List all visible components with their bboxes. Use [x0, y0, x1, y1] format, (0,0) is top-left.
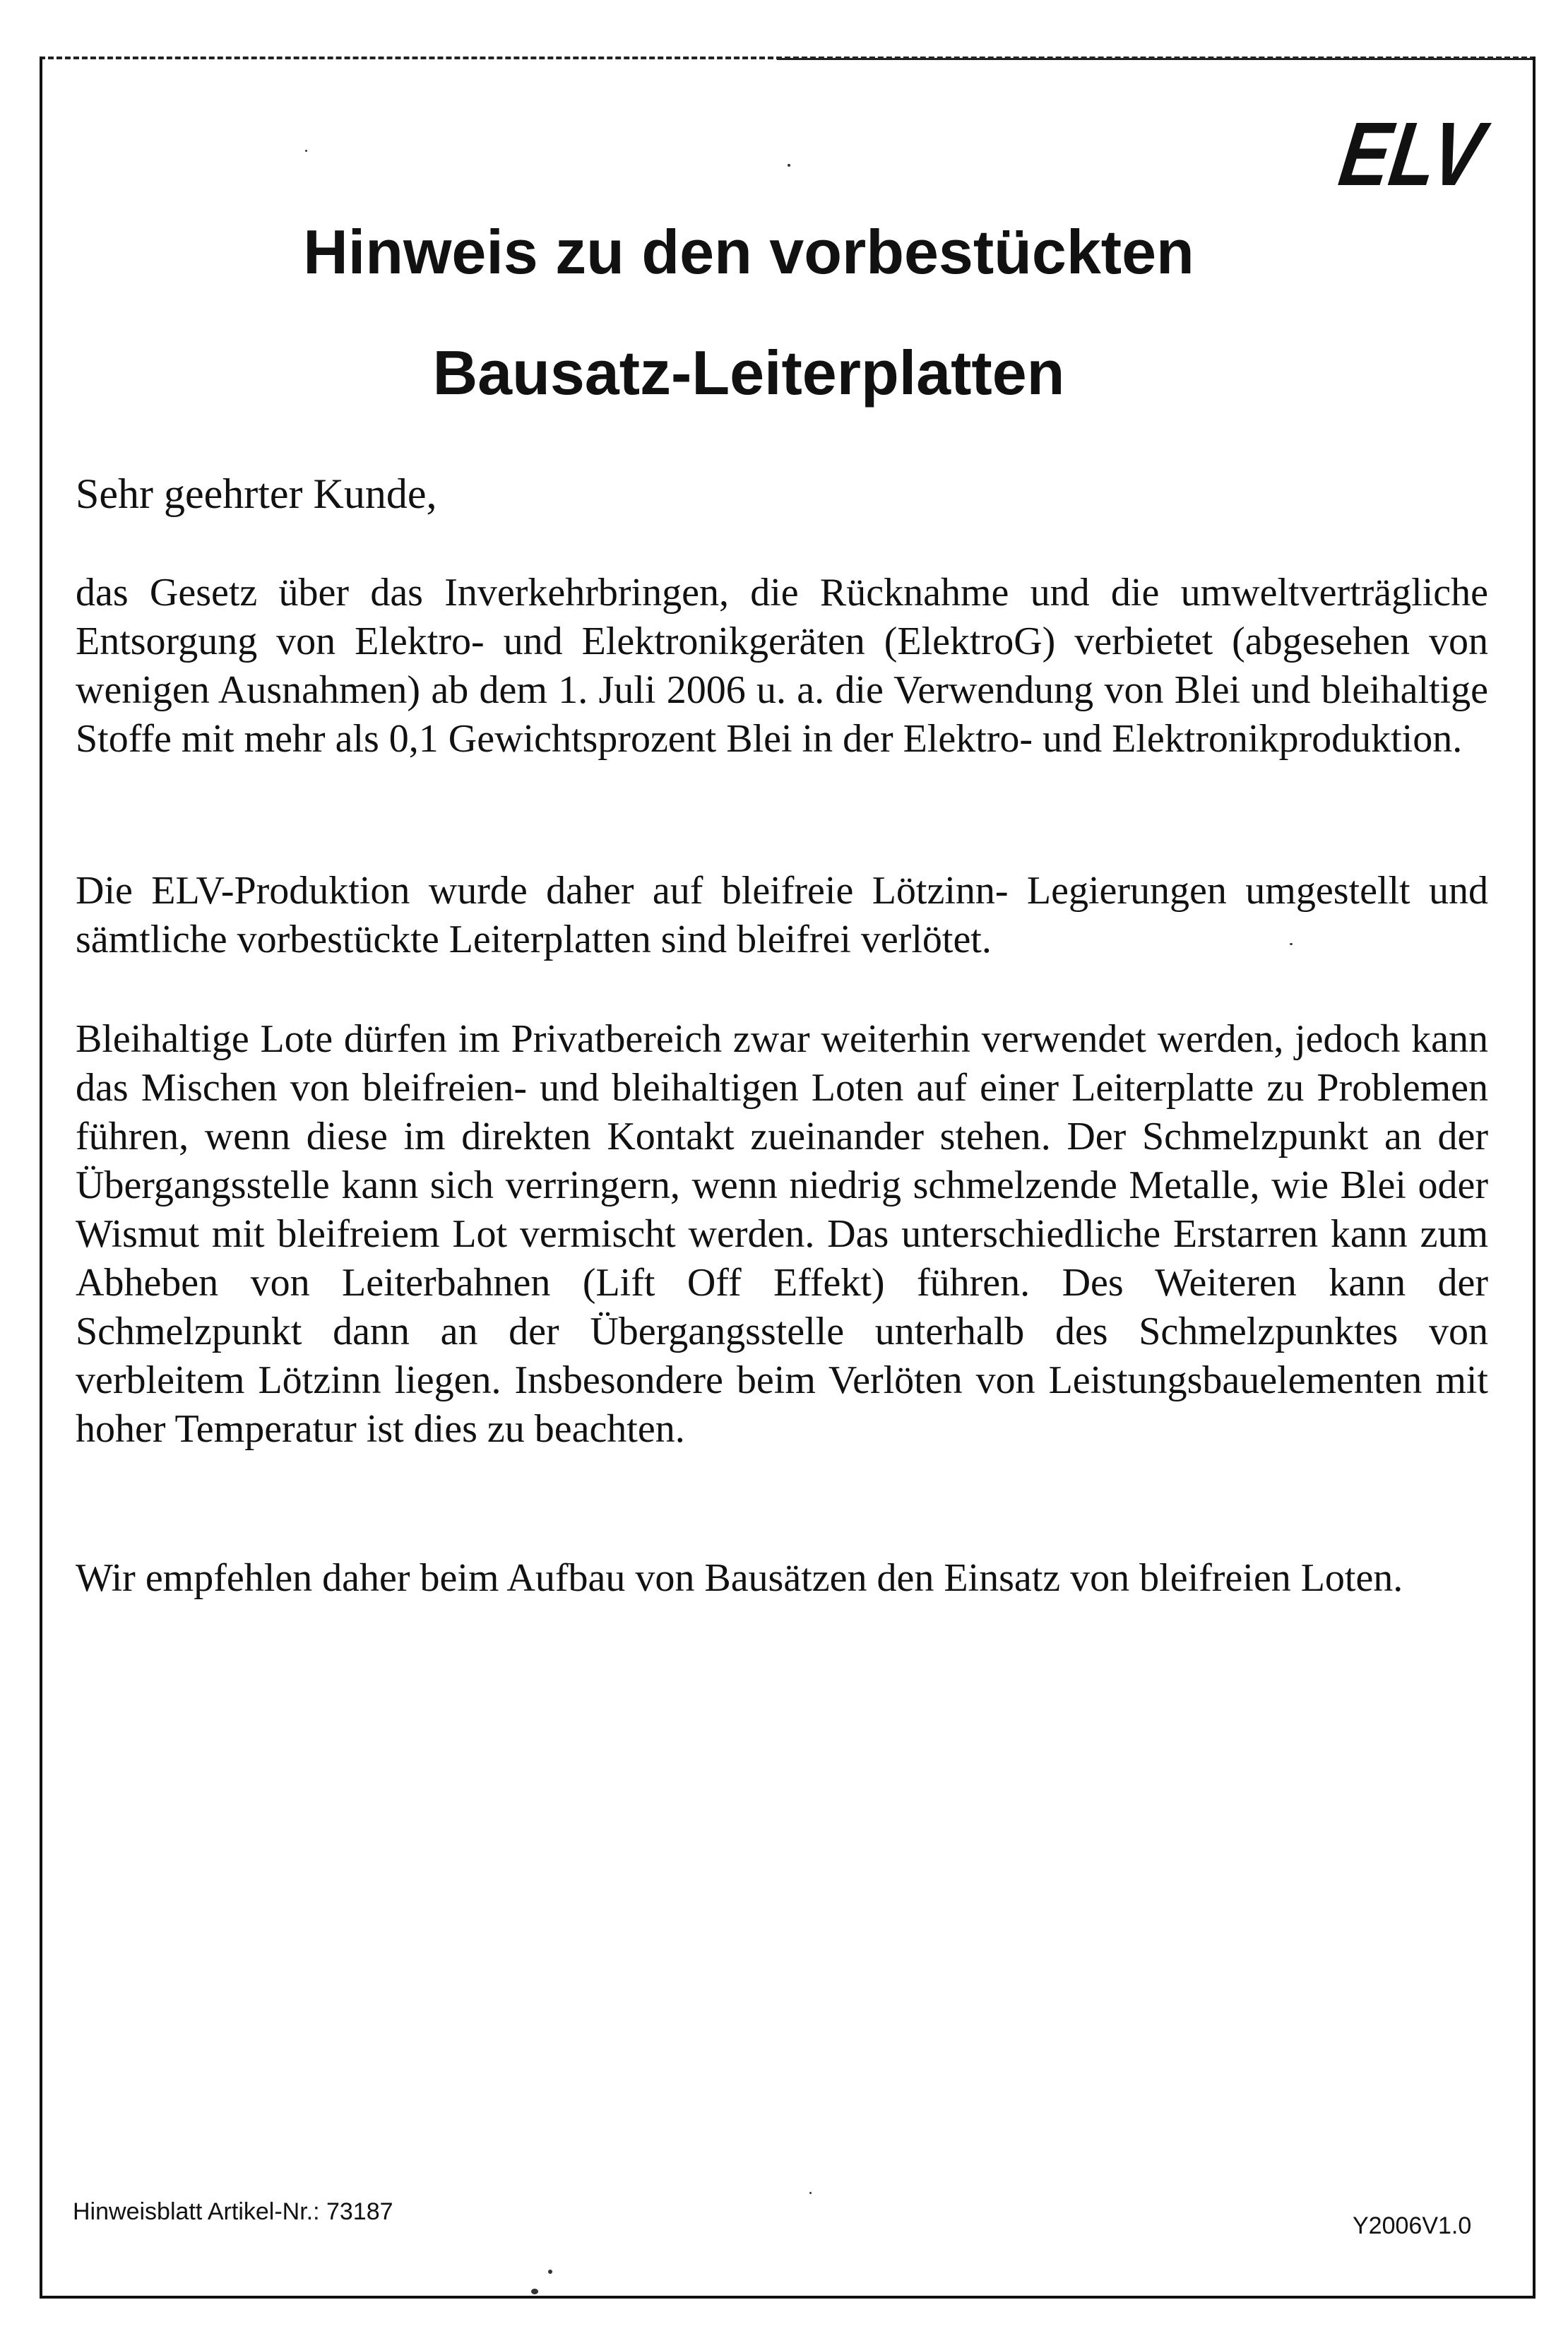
document-title-line-1: Hinweis zu den vorbestückten: [303, 217, 1194, 287]
frame-bottom-border: [40, 2296, 1536, 2299]
document-title-line-2: Bausatz-Leiterplatten: [432, 338, 1065, 408]
frame-right-border: [1533, 57, 1536, 2297]
footer-article-number: Hinweisblatt Artikel-Nr.: 73187: [73, 2198, 393, 2225]
scan-speck: [305, 150, 307, 152]
greeting: Sehr geehrter Kunde,: [76, 470, 437, 517]
scan-speck: [548, 2270, 552, 2274]
paragraph-lead-free-production: Die ELV-Produktion wurde daher auf bleifreie Lötzinn- Legierungen umgestellt und sämtliche vorbestückte Leiterplatten sind bleifrei verlötet.: [76, 869, 1488, 961]
frame-top-border-solid: [777, 58, 1536, 60]
paragraph-recommendation: Wir empfehlen daher beim Aufbau von Bausätzen den Einsatz von bleifreien Loten.: [76, 1556, 1403, 1600]
scan-speck: [809, 2192, 812, 2194]
elv-logo: [1334, 104, 1519, 205]
paragraph-electrog-law: das Gesetz über das Inverkehrbringen, die Rücknahme und die umweltverträgliche Entsorgung von Elektro- und Elektronikgeräten (ElektroG) verbietet (abgesehen von wenigen Ausnahmen) ab dem 1. Juli 2006 u. a. die Verwendung von Blei und bleihaltige Stoffe mit mehr als 0,1 Gewichtsprozent Blei in der Elektro- und Elektronikproduktion.: [76, 571, 1488, 761]
scan-speck: [531, 2289, 538, 2294]
frame-left-border: [40, 57, 42, 2297]
scan-speck: [1290, 943, 1293, 945]
elv-logo-text: ELV: [1334, 104, 1519, 205]
scan-speck: [788, 164, 790, 167]
footer-version: Y2006V1.0: [1353, 2212, 1472, 2239]
paragraph-mixing-solder-warning: Bleihaltige Lote dürfen im Privatbereich zwar weiterhin verwendet werden, jedoch kann das Mischen von bleifreien- und bleihaltigen Loten auf einer Leiterplatte zu Problemen führen, wenn diese im direkten Kontakt zueinander stehen. Der Schmelzpunkt an der Übergangsstelle kann sich verringern, wenn niedrig schmelzende Metalle, wie Blei oder Wismut mit bleifreiem Lot vermischt werden. Das unterschiedliche Erstarren kann zum Abheben von Leiterbahnen (Lift Off Effekt) führen. Des Weiteren kann der Schmelzpunkt dann an der Übergangsstelle unterhalb des Schmelzpunktes von verbleitem Lötzinn liegen. Insbesondere beim Verlöten von Leistungsbauelementen mit hoher Temperatur ist dies zu beachten.: [76, 1017, 1488, 1451]
